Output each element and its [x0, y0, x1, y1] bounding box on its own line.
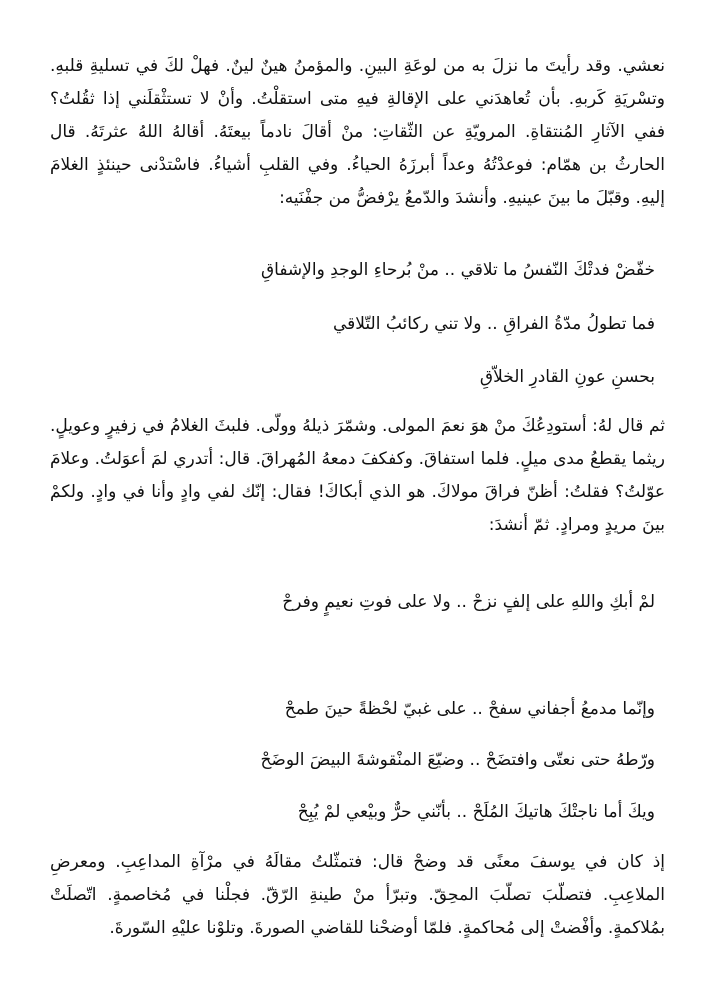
- verse-line-2: فما تطولُ مدّةُ الفراقِ .. ولا تني ركائبُ التّلاقي: [332, 314, 655, 334]
- paragraph-1: نعشي. وقد رأيتَ ما نزلَ به من لوعَةِ البينِ. والمؤمنُ هينٌ لينٌ. فهلْ لكَ في تسليةِ قلبهِ. وتسْريَةِ كَربهِ. بأن تُعاهدَني على الإقالةِ فيهِ متى استقلْتُ. وأنْ لا تستثْقلَني إذا ثقُلتُ؟ ففي الآثارِ المُنتقاةِ. المرويّةِ عن الثّقاتِ: منْ أقالَ نادماً بيعتَهُ. أقالهُ اللهُ عثرتَهُ. قال الحارثُ بن همّام: فوعدْتُهُ وعداً أبرزَهُ الحياءُ. وفي القلبِ أشياءُ. فاسْتدْنى حينئذٍ الغلامَ إليهِ. وقبّلَ ما بينَ عينيهِ. وأنشدَ والدّمعُ يرْفضُّ من جفْنَيه:: [50, 56, 665, 208]
- verse-line-4: لمْ أبكِ واللهِ على إلفٍ نزحْ .. ولا على فوتِ نعيمٍ وفرحْ: [282, 592, 655, 612]
- verse-line-5: وإنّما مدمعُ أجفاني سفحْ .. على غبيّ لحْظةً حينَ طمحْ: [284, 699, 655, 719]
- verse-line-6: ورّطهُ حتى نعتّى وافتضَحْ .. وضيّعَ المنْقوشةَ البيضَ الوضَحْ: [260, 750, 655, 770]
- paragraph-3: إذ كان في يوسفَ معنًى قد وضحْ قال: فتمثّلتُ مقالَهُ في مرْآةِ المداعِبِ. ومعرضِ الملاعِبِ. فتصلّبَ تصلّبَ المحِقّ. وتبرّأ منْ طينةِ الرّقّ. فجلْنا في مُخاصمةٍ. اتّصلَتْ بمُلاكمةٍ. وأفْضتْ إلى مُحاكمةٍ. فلمّا أوضحْنا للقاضي الصورةَ. وتلوْنا عليْهِ السّورةَ.: [50, 852, 665, 938]
- verse-line-7: ويكَ أما ناجتْكَ هاتيكَ المُلَحْ .. بأنّني حرٌّ وبيْعي لمْ يُبِحْ: [297, 802, 655, 822]
- verse-line-1: خفّضْ فدتْكَ النّفسُ ما تلاقي .. منْ بُرحاءِ الوجدِ والإشفاقِ: [260, 260, 655, 280]
- verse-line-3: بحسنِ عونِ القادرِ الخلاّقِ: [479, 367, 655, 387]
- paragraph-2: ثم قال لهُ: أستودِعُكَ منْ هوَ نعمَ المولى. وشمّرَ ذيلهُ وولّى. فلبثَ الغلامُ في زفيرٍ وعويلٍ. ريثما يقطعُ مدى ميلٍ. فلما استفاقَ. وكفكفَ دمعهُ المُهراقَ. قال: أتدري لمَ أعوَلتُ. وعلامَ عوّلتُ؟ فقلتُ: أظنّ فراقَ مولاكَ. هو الذي أبكاكَ! فقال: إنّك لفي وادٍ وأنا في وادٍ. ولكمْ بينَ مريدٍ ومرادٍ. ثمّ أنشدَ:: [50, 416, 665, 535]
